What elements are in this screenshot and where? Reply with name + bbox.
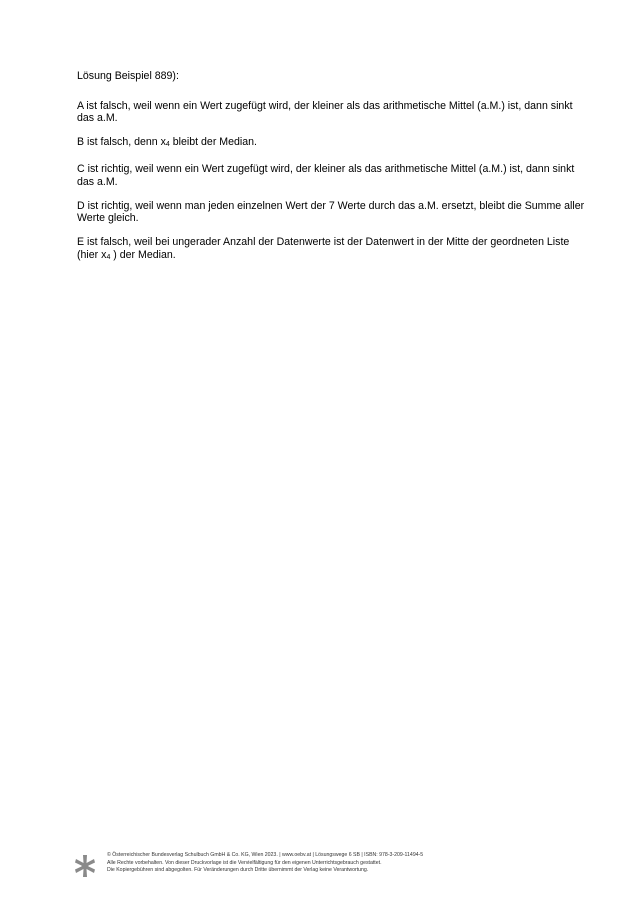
statement-e-text-before: E ist falsch, weil bei ungerader Anzahl der Datenwerte ist der Datenwert in der Mitte der geordneten Liste (hier x [77, 236, 570, 261]
statement-b-text-after: bleibt der Median. [169, 136, 257, 148]
statement-e-text-after: ) der Median. [110, 248, 176, 261]
footer-copyright-text [107, 852, 423, 875]
solution-heading: Lösung Beispiel 889): [77, 70, 179, 82]
statement-e-subscript: 4 [106, 253, 111, 261]
statement-b-text-before: B ist falsch, denn x [77, 136, 166, 148]
footer-line-1: © Österreichischer Bundesverlag Schulbuch GmbH & Co. KG, Wien 2023. | www.oebv.at | Lösungswege 6 SB | ISBN: 978-3-209-11494-5 [107, 852, 424, 858]
statement-e [77, 236, 587, 264]
statement-d: D ist richtig, weil wenn man jeden einzelnen Wert der 7 Werte durch das a.M. ersetzt, bleibt die Summe aller Werte gleich. [77, 199, 585, 224]
page-footer [74, 852, 494, 882]
footer-line-3: Die Kopiergebühren sind abgegolten. Für Veränderungen durch Dritte übernimmt der Verlag keine Verantwortung. [107, 867, 369, 874]
statement-a: A ist falsch, weil wenn ein Wert zugefügt wird, der kleiner als das arithmetische Mittel (a.M.) ist, dann sinkt das a.M. [77, 99, 573, 124]
footer-line-2: Alle Rechte vorbehalten. Von dieser Druckvorlage ist die Vervielfältigung für den eigenen Unterrichtsgebrauch gestattet. [107, 859, 382, 866]
statement-b-subscript: 4 [165, 141, 170, 148]
publisher-star-logo-icon [74, 854, 96, 878]
solution-content [77, 70, 587, 276]
statement-c: C ist richtig, weil wenn ein Wert zugefügt wird, der kleiner als das arithmetische Mittel (a.M.) ist, dann sinkt das a.M. [77, 163, 575, 188]
statement-b [77, 136, 587, 152]
